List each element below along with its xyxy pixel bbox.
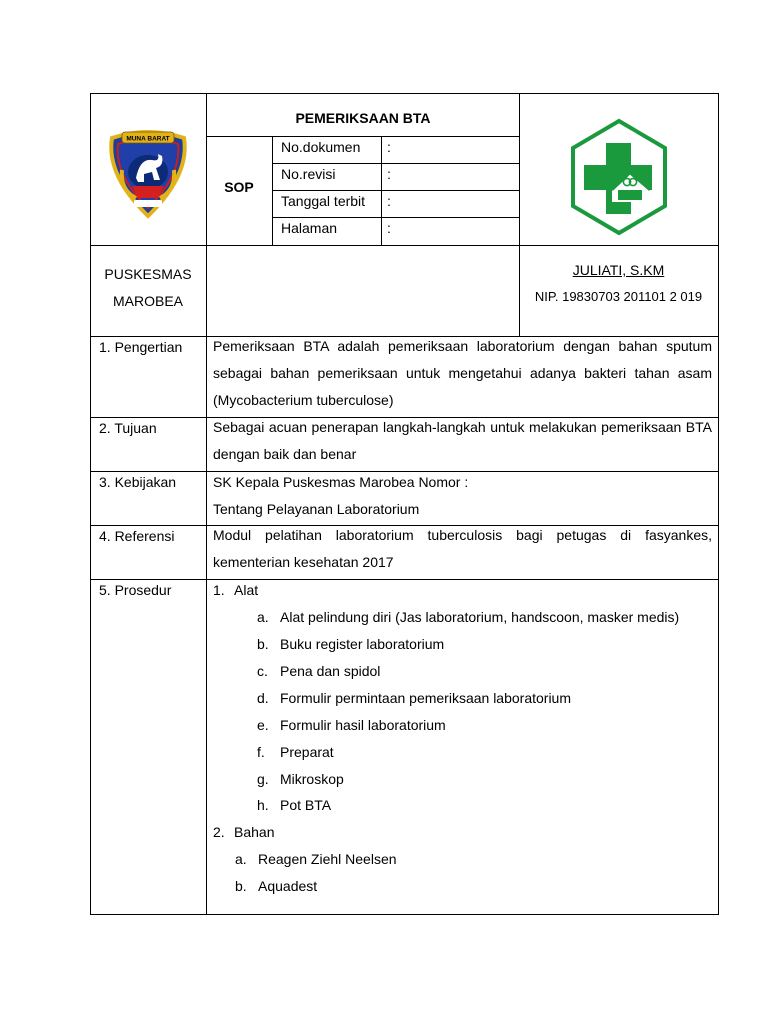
- procedure-group-title: Alat: [234, 582, 259, 598]
- signer-name: JULIATI, S.KM: [572, 262, 665, 278]
- section-label-tujuan: 2. Tujuan: [99, 420, 157, 436]
- list-item-marker: f.: [257, 744, 265, 760]
- section-text-pengertian: Pemeriksaan BTA adalah pemeriksaan laboratorium dengan bahan sputum sebagai bahan pemeriksaan untuk mengetahui adanya bakteri tahan asam (Mycobacterium tuberculose): [213, 338, 712, 408]
- list-item: Reagen Ziehl Neelsen: [258, 851, 397, 867]
- list-item-marker: e.: [257, 717, 269, 733]
- section-text-kebijakan-line2: Tentang Pelayanan Laboratorium: [213, 501, 420, 517]
- puskesmas-green-cross-logo: [568, 118, 670, 236]
- section-label-pengertian: 1. Pengertian: [99, 339, 183, 355]
- section-text-kebijakan-line1: SK Kepala Puskesmas Marobea Nomor :: [213, 474, 469, 490]
- list-item-marker: d.: [257, 690, 269, 706]
- table-border-right: [718, 93, 719, 915]
- table-border-left: [90, 93, 91, 915]
- meta-row-line: [272, 163, 520, 164]
- signer-nip: NIP. 19830703 201101 2 019: [534, 289, 703, 304]
- section-label-kebijakan: 3. Kebijakan: [99, 474, 177, 490]
- meta-label-tanggal-terbit: Tanggal terbit: [281, 193, 366, 209]
- procedure-group-number: 1.: [213, 582, 225, 598]
- list-item: Pot BTA: [280, 797, 332, 813]
- section-label-prosedur: 5. Prosedur: [99, 582, 172, 598]
- section-text-tujuan: Sebagai acuan penerapan langkah-langkah untuk melakukan pemeriksaan BTA dengan baik dan benar: [213, 419, 712, 462]
- title-underline: [206, 136, 520, 137]
- table-border-top: [90, 93, 719, 94]
- list-item-marker: c.: [257, 663, 268, 679]
- document-title: PEMERIKSAAN BTA: [295, 110, 431, 126]
- list-item: Formulir hasil laboratorium: [280, 717, 446, 733]
- list-item-marker: a.: [257, 609, 269, 625]
- list-item-marker: b.: [235, 878, 247, 894]
- list-item: Pena dan spidol: [280, 663, 381, 679]
- org-name-line2: MAROBEA: [112, 293, 183, 309]
- list-item-marker: h.: [257, 797, 269, 813]
- list-item: Preparat: [280, 744, 334, 760]
- list-item: Alat pelindung diri (Jas laboratorium, handscoon, masker medis): [280, 609, 680, 625]
- meta-row-line: [272, 217, 520, 218]
- meta-value-no-revisi: :: [387, 166, 391, 182]
- list-item: Aquadest: [258, 878, 318, 894]
- list-item-marker: a.: [235, 851, 247, 867]
- list-item: Buku register laboratorium: [280, 636, 445, 652]
- row-separator: [90, 471, 719, 472]
- meta-value-tanggal-terbit: :: [387, 193, 391, 209]
- meta-value-no-dokumen: :: [387, 139, 391, 155]
- table-border-bottom: [90, 914, 719, 915]
- header-divider-left: [206, 93, 207, 915]
- meta-row-line: [272, 190, 520, 191]
- list-item-marker: g.: [257, 771, 269, 787]
- procedure-group-number: 2.: [213, 824, 225, 840]
- list-item-marker: b.: [257, 636, 269, 652]
- emblem-caption: MUNA BARAT: [126, 135, 170, 143]
- section-label-referensi: 4. Referensi: [99, 528, 175, 544]
- meta-value-halaman: :: [387, 220, 391, 236]
- muna-barat-regency-emblem: [100, 120, 196, 220]
- meta-label-halaman: Halaman: [281, 220, 338, 236]
- meta-label-no-revisi: No.revisi: [281, 166, 336, 182]
- org-name-line1: PUSKESMAS: [104, 266, 192, 282]
- section-text-referensi: Modul pelatihan laboratorium tuberculosis bagi petugas di fasyankes, kementerian kesehatan 2017: [213, 527, 712, 570]
- sop-label: SOP: [224, 179, 254, 195]
- row-separator: [90, 579, 719, 580]
- row-separator: [90, 245, 719, 246]
- list-item: Mikroskop: [280, 771, 344, 787]
- meta-label-no-dokumen: No.dokumen: [281, 139, 361, 155]
- procedure-group-title: Bahan: [234, 824, 275, 840]
- list-item: Formulir permintaan pemeriksaan laboratorium: [280, 690, 572, 706]
